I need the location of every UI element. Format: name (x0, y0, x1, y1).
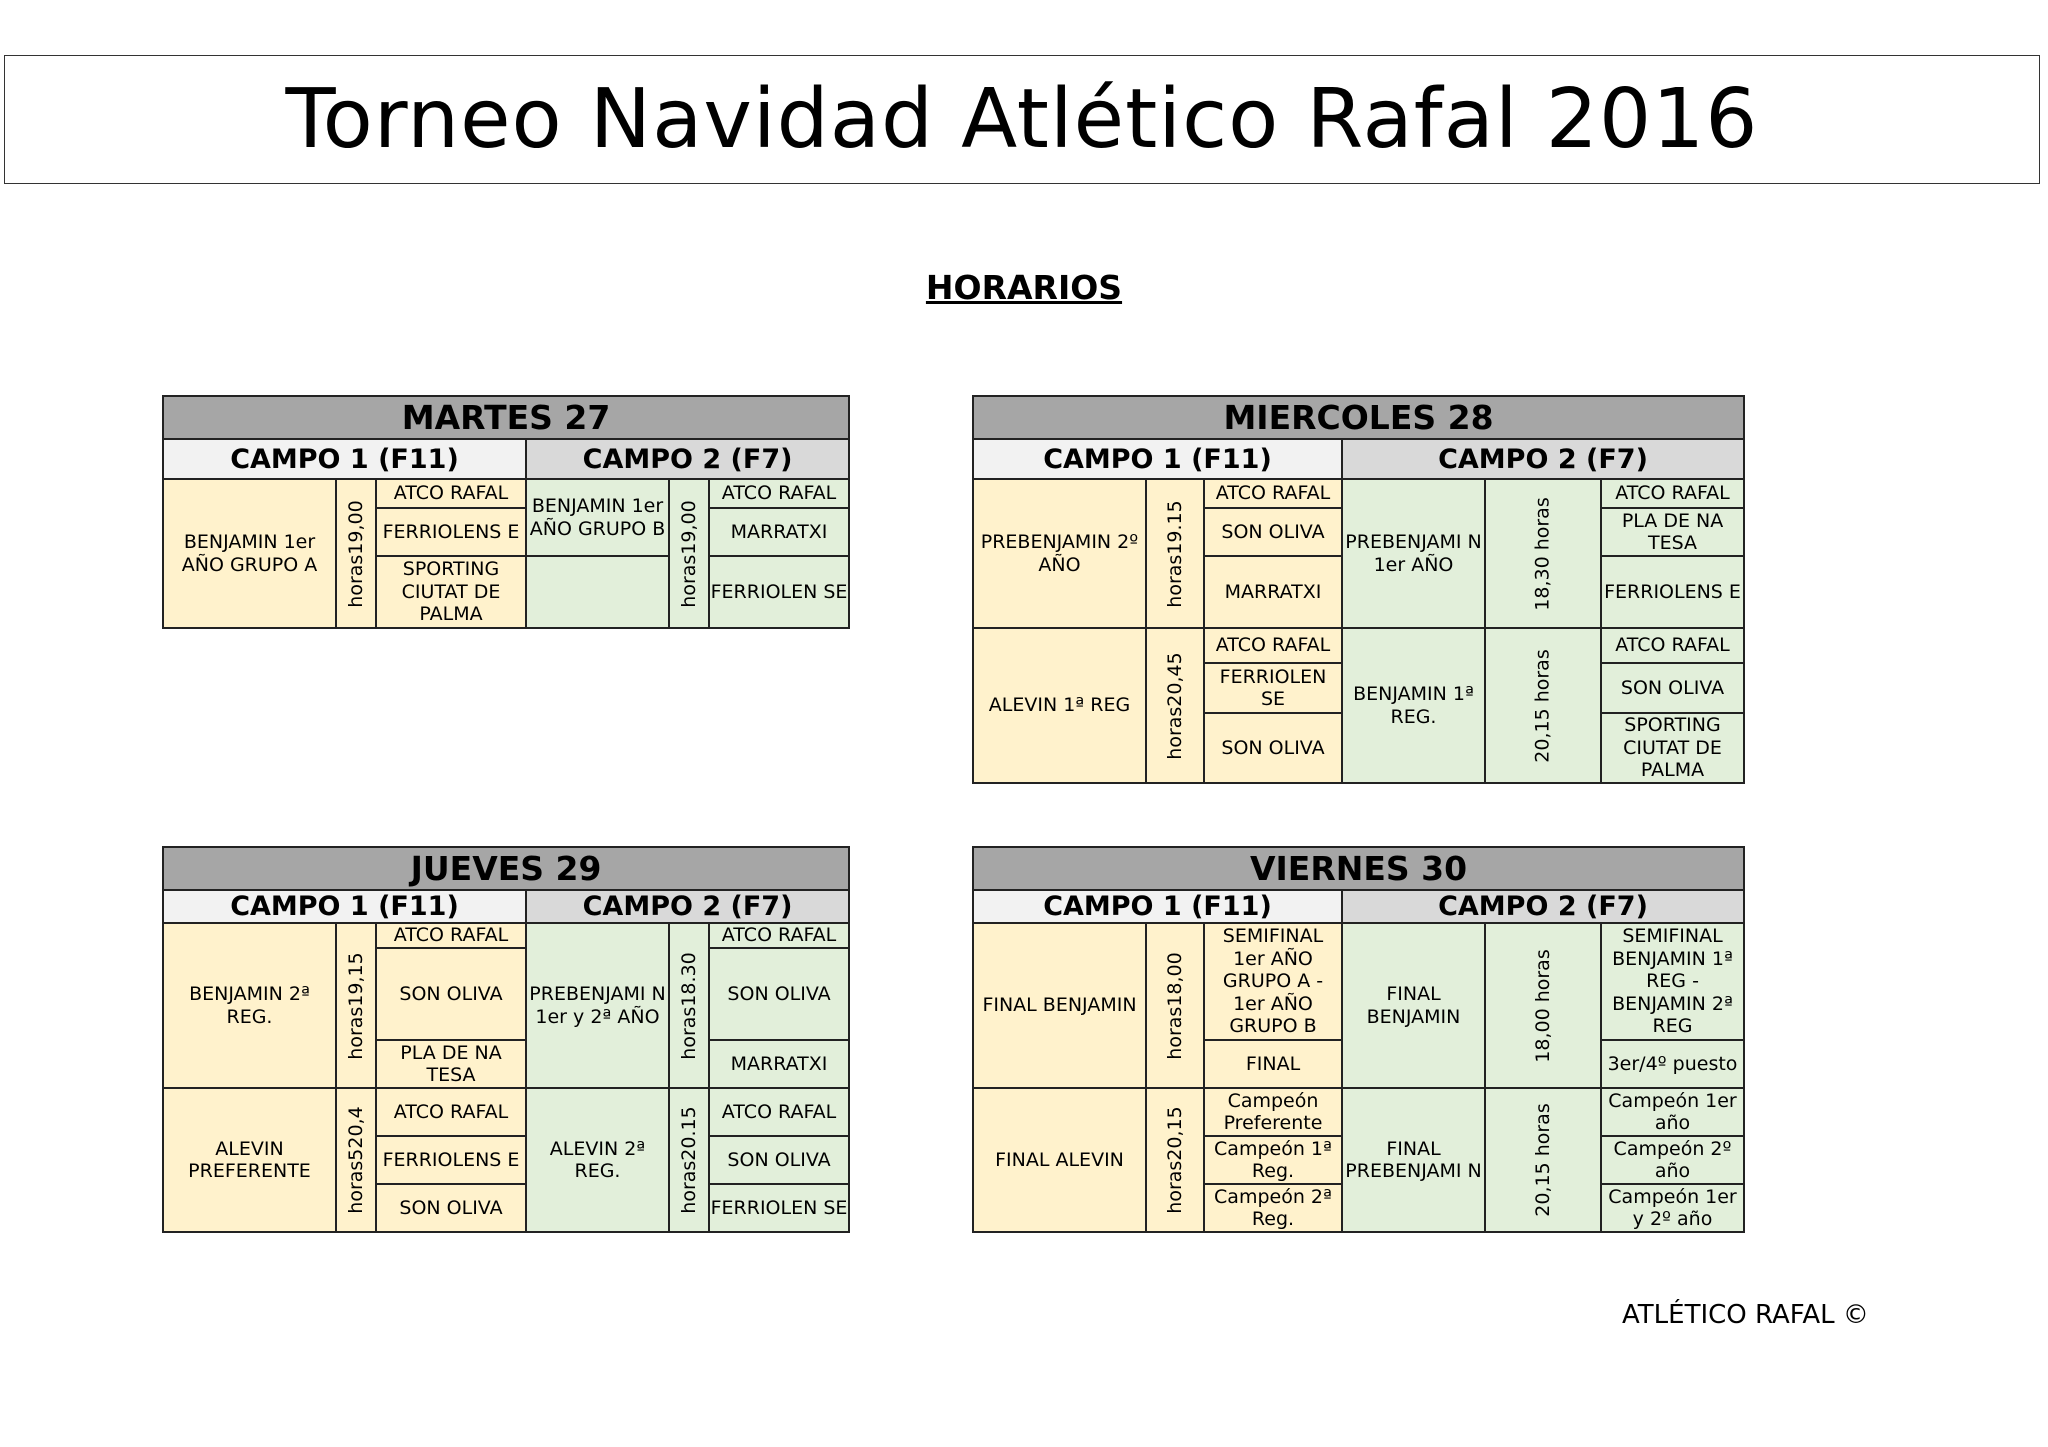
campo2-header: CAMPO 2 (F7) (526, 439, 849, 479)
category-cell: ALEVIN 2ª REG. (526, 1088, 669, 1232)
team-cell: ATCO RAFAL (709, 1088, 849, 1136)
team-cell: FERRIOLEN SE (709, 1184, 849, 1232)
team-cell: SON OLIVA (1601, 663, 1744, 713)
time-text: 18,30 horas (1531, 496, 1554, 611)
schedule-miercoles (972, 395, 1745, 784)
category-cell: BENJAMIN 1er AÑO GRUPO A (163, 479, 336, 628)
team-cell: Campeón 2º año (1601, 1136, 1744, 1184)
time-cell (1146, 1088, 1204, 1232)
category-cell: FINAL PREBENJAMI N (1342, 1088, 1485, 1232)
team-cell: FINAL (1204, 1040, 1342, 1088)
category-cell: ALEVIN PREFERENTE (163, 1088, 336, 1232)
time-text: horas20,15 (1163, 1106, 1186, 1214)
time-text: horas19,00 (344, 499, 367, 608)
team-cell: SON OLIVA (376, 948, 526, 1040)
team-cell: PLA DE NA TESA (1601, 508, 1744, 556)
time-cell (336, 479, 376, 628)
team-cell: ATCO RAFAL (709, 479, 849, 508)
time-text: horas19,15 (344, 951, 367, 1060)
team-cell: SEMIFINAL BENJAMIN 1ª REG - BENJAMIN 2ª REG (1601, 923, 1744, 1040)
campo1-header: CAMPO 1 (F11) (163, 890, 526, 923)
team-cell: SPORTING CIUTAT DE PALMA (376, 556, 526, 628)
category-cell: ALEVIN 1ª REG (973, 628, 1146, 783)
category-cell: PREBENJAMI N 1er y 2ª AÑO (526, 923, 669, 1088)
team-cell: 3er/4º puesto (1601, 1040, 1744, 1088)
category-cell-spacer (526, 556, 669, 628)
time-cell (1485, 923, 1601, 1088)
time-text: horas19.15 (1163, 499, 1186, 608)
time-cell (669, 1088, 709, 1232)
schedule-jueves (162, 846, 850, 1233)
team-cell: SON OLIVA (1204, 508, 1342, 556)
team-cell: Campeón 2ª Reg. (1204, 1184, 1342, 1232)
team-cell: Campeón 1ª Reg. (1204, 1136, 1342, 1184)
team-cell: ATCO RAFAL (1601, 628, 1744, 663)
day-header: MARTES 27 (163, 396, 849, 439)
category-cell: FINAL ALEVIN (973, 1088, 1146, 1232)
team-cell: SON OLIVA (709, 1136, 849, 1184)
team-cell: ATCO RAFAL (1204, 479, 1342, 508)
title-box (4, 55, 2040, 184)
footer-copyright: ATLÉTICO RAFAL © (1622, 1300, 1869, 1330)
time-text: 20,15 horas (1531, 648, 1554, 763)
campo1-header: CAMPO 1 (F11) (163, 439, 526, 479)
time-cell (336, 923, 376, 1088)
subtitle-text: HORARIOS (925, 268, 1123, 307)
team-cell: ATCO RAFAL (376, 479, 526, 508)
category-cell: FINAL BENJAMIN (1342, 923, 1485, 1088)
team-cell: FERRIOLENS E (376, 1136, 526, 1184)
time-text: horas20,45 (1163, 651, 1186, 760)
day-header: JUEVES 29 (163, 847, 849, 890)
day-header: MIERCOLES 28 (973, 396, 1744, 439)
team-cell: FERRIOLENS E (1601, 556, 1744, 628)
time-text: 20,15 horas (1531, 1103, 1554, 1217)
category-cell: BENJAMIN 1er AÑO GRUPO B (526, 479, 669, 556)
category-cell: BENJAMIN 1ª REG. (1342, 628, 1485, 783)
time-cell (1146, 923, 1204, 1088)
schedule-viernes (972, 846, 1745, 1233)
time-text: horas19,00 (677, 499, 700, 608)
time-text: horas18.30 (677, 951, 700, 1060)
category-cell: FINAL BENJAMIN (973, 923, 1146, 1088)
time-cell (1485, 479, 1601, 628)
category-cell: PREBENJAMIN 2º AÑO (973, 479, 1146, 628)
team-cell: MARRATXI (709, 1040, 849, 1088)
team-cell: SON OLIVA (376, 1184, 526, 1232)
time-cell (669, 923, 709, 1088)
team-cell: MARRATXI (1204, 556, 1342, 628)
team-cell: SON OLIVA (1204, 713, 1342, 783)
team-cell: ATCO RAFAL (376, 1088, 526, 1136)
team-cell: Campeón 1er año (1601, 1088, 1744, 1136)
team-cell: MARRATXI (709, 508, 849, 556)
time-text: horas18,00 (1163, 951, 1186, 1060)
team-cell: ATCO RAFAL (1601, 479, 1744, 508)
schedule-martes (162, 395, 850, 629)
category-cell: BENJAMIN 2ª REG. (163, 923, 336, 1088)
team-cell: FERRIOLEN SE (1204, 663, 1342, 713)
campo1-header: CAMPO 1 (F11) (973, 890, 1342, 923)
time-cell (1485, 1088, 1601, 1232)
time-text: horas520,4 (344, 1106, 367, 1214)
team-cell: FERRIOLENS E (376, 508, 526, 556)
subtitle (0, 268, 2048, 307)
team-cell: ATCO RAFAL (376, 923, 526, 948)
team-cell: FERRIOLEN SE (709, 556, 849, 628)
time-cell (669, 479, 709, 628)
page-title: Torneo Navidad Atlético Rafal 2016 (285, 72, 1759, 167)
team-cell: ATCO RAFAL (1204, 628, 1342, 663)
category-cell: PREBENJAMI N 1er AÑO (1342, 479, 1485, 628)
team-cell: ATCO RAFAL (709, 923, 849, 948)
time-cell (1485, 628, 1601, 783)
campo2-header: CAMPO 2 (F7) (1342, 439, 1744, 479)
campo2-header: CAMPO 2 (F7) (526, 890, 849, 923)
team-cell: SPORTING CIUTAT DE PALMA (1601, 713, 1744, 783)
campo2-header: CAMPO 2 (F7) (1342, 890, 1744, 923)
campo1-header: CAMPO 1 (F11) (973, 439, 1342, 479)
team-cell: Campeón 1er y 2º año (1601, 1184, 1744, 1232)
team-cell: PLA DE NA TESA (376, 1040, 526, 1088)
time-text: horas20.15 (677, 1106, 700, 1214)
time-cell (1146, 479, 1204, 628)
team-cell: Campeón Preferente (1204, 1088, 1342, 1136)
team-cell: SON OLIVA (709, 948, 849, 1040)
team-cell: SEMIFINAL 1er AÑO GRUPO A - 1er AÑO GRUPO B (1204, 923, 1342, 1040)
time-text: 18,00 horas (1531, 948, 1554, 1063)
day-header: VIERNES 30 (973, 847, 1744, 890)
time-cell (336, 1088, 376, 1232)
time-cell (1146, 628, 1204, 783)
